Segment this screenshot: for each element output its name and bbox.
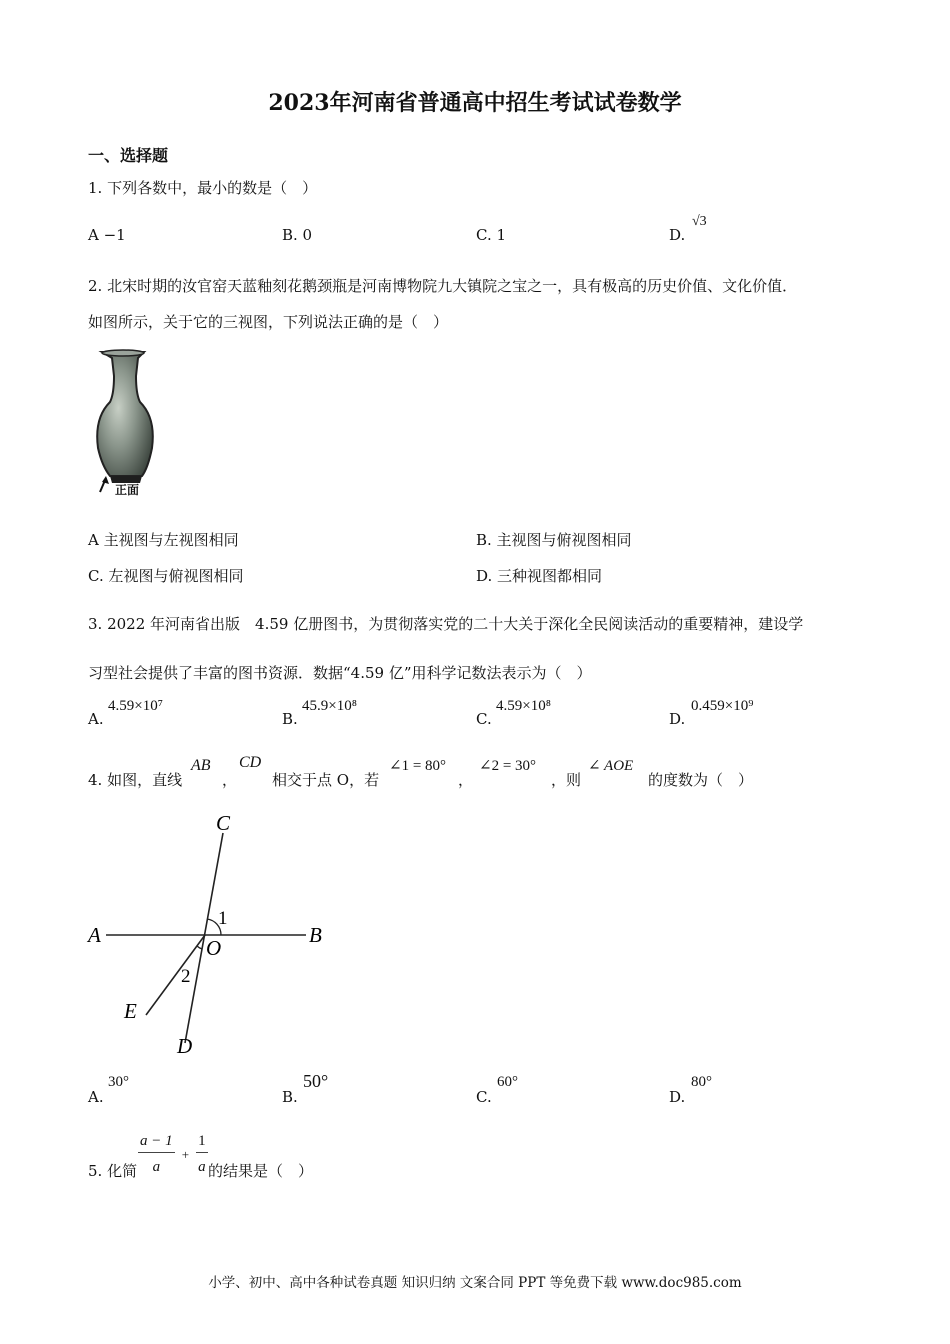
label-d: D	[177, 1034, 193, 1058]
q5-stem-suffix: 的结果是（ ）	[208, 1162, 314, 1180]
q5-fraction-1	[138, 1133, 175, 1176]
q4-option-d-label: D.	[669, 1088, 686, 1106]
q4-condition-angle2: ∠2 = 30°	[479, 758, 537, 774]
q2-stem-line1: 2. 北宋时期的汝官窑天蓝釉刻花鹅颈瓶是河南博物院九大镇院之宝之一，具有极高的历史价值、文化价值．	[88, 277, 798, 295]
section-heading-choice: 一、选择题	[88, 146, 169, 165]
q4-stem-prefix: 4. 如图，直线	[88, 771, 183, 789]
q5-fraction-2	[196, 1133, 208, 1176]
q2-option-b: B. 主视图与俯视图相同	[476, 531, 632, 549]
q3-option-a-label: A.	[88, 710, 104, 728]
label-a: A	[88, 923, 101, 947]
angle-2-arc	[197, 946, 202, 949]
q4-line-cd: CD	[239, 754, 262, 771]
q2-option-c: C. 左视图与俯视图相同	[88, 567, 244, 585]
q5-expression	[138, 1133, 208, 1176]
q5-stem-prefix: 5. 化简	[88, 1162, 138, 1180]
q4-option-d-value: 80°	[691, 1074, 712, 1090]
q2-stem-line2: 如图所示，关于它的三视图，下列说法正确的是（ ）	[88, 313, 449, 331]
page-footer: 小学、初中、高中各种试卷真题 知识归纳 文案合同 PPT 等免费下载 www.doc985.com	[208, 1275, 742, 1291]
q1-stem: 1. 下列各数中，最小的数是（ ）	[88, 179, 318, 197]
q4-condition-angle1: ∠1 = 80°	[389, 758, 447, 774]
q3-option-a-value: 4.59×10⁷	[108, 698, 163, 714]
label-e: E	[124, 999, 137, 1023]
q2-option-d: D. 三种视图都相同	[476, 567, 603, 585]
q4-geometry-figure	[80, 805, 340, 1065]
q3-stem-line1: 3. 2022 年河南省出版 4.59 亿册图书，为贯彻落实党的二十大关于深化全民阅读活动的重要精神，建设学	[88, 615, 804, 633]
q4-option-a-label: A.	[88, 1088, 104, 1106]
label-o: O	[206, 936, 222, 960]
q1-option-c: C. 1	[476, 226, 507, 244]
q4-option-c-value: 60°	[497, 1074, 518, 1090]
label-b: B	[309, 923, 322, 947]
q4-stem-mid: 相交于点 O，若	[272, 771, 380, 789]
q3-option-b-label: B.	[282, 710, 298, 728]
q3-stem-line2: 习型社会提供了丰富的图书资源．数据“4.59 亿”用科学记数法表示为（ ）	[88, 664, 592, 682]
q4-option-c-label: C.	[476, 1088, 492, 1106]
q1-option-b: B. 0	[282, 226, 313, 244]
page-title: 2023年河南省普通高中招生考试试卷数学	[268, 90, 682, 116]
ray-oe	[146, 935, 205, 1015]
q5-plus-sign: +	[181, 1146, 190, 1162]
q4-option-b-label: B.	[282, 1088, 298, 1106]
q3-option-b-value: 45.9×10⁸	[302, 698, 357, 714]
q5-fraction-1-numerator: a − 1	[138, 1133, 175, 1153]
q3-option-c-label: C.	[476, 710, 492, 728]
q1-option-d-math: √3	[692, 214, 707, 229]
q4-stem-then: ，则	[551, 771, 582, 789]
q3-option-d-label: D.	[669, 710, 686, 728]
q1-option-d: D.	[669, 226, 686, 244]
label-angle-1: 1	[218, 908, 228, 929]
q5-fraction-1-denominator: a	[152, 1159, 161, 1175]
q5-fraction-2-numerator: 1	[196, 1133, 208, 1153]
label-c: C	[216, 811, 231, 835]
label-angle-2: 2	[181, 966, 191, 987]
q4-option-a-value: 30°	[108, 1074, 129, 1090]
q5-fraction-2-denominator: a	[198, 1159, 206, 1175]
q4-comma-1: ，	[222, 771, 238, 789]
q4-target-angle: ∠ AOE	[588, 758, 634, 774]
vase-caption: 正面	[115, 483, 140, 497]
q3-option-c-value: 4.59×10⁸	[496, 698, 551, 714]
q4-line-ab: AB	[191, 757, 211, 774]
q4-stem-suffix: 的度数为（ ）	[648, 771, 754, 789]
q2-option-a: A 主视图与左视图相同	[88, 531, 239, 549]
q3-option-d-value: 0.459×10⁹	[691, 698, 754, 714]
q4-comma-2: ，	[458, 771, 474, 789]
q1-option-a: A −1	[88, 226, 126, 244]
q4-option-b-value: 50°	[303, 1071, 329, 1091]
